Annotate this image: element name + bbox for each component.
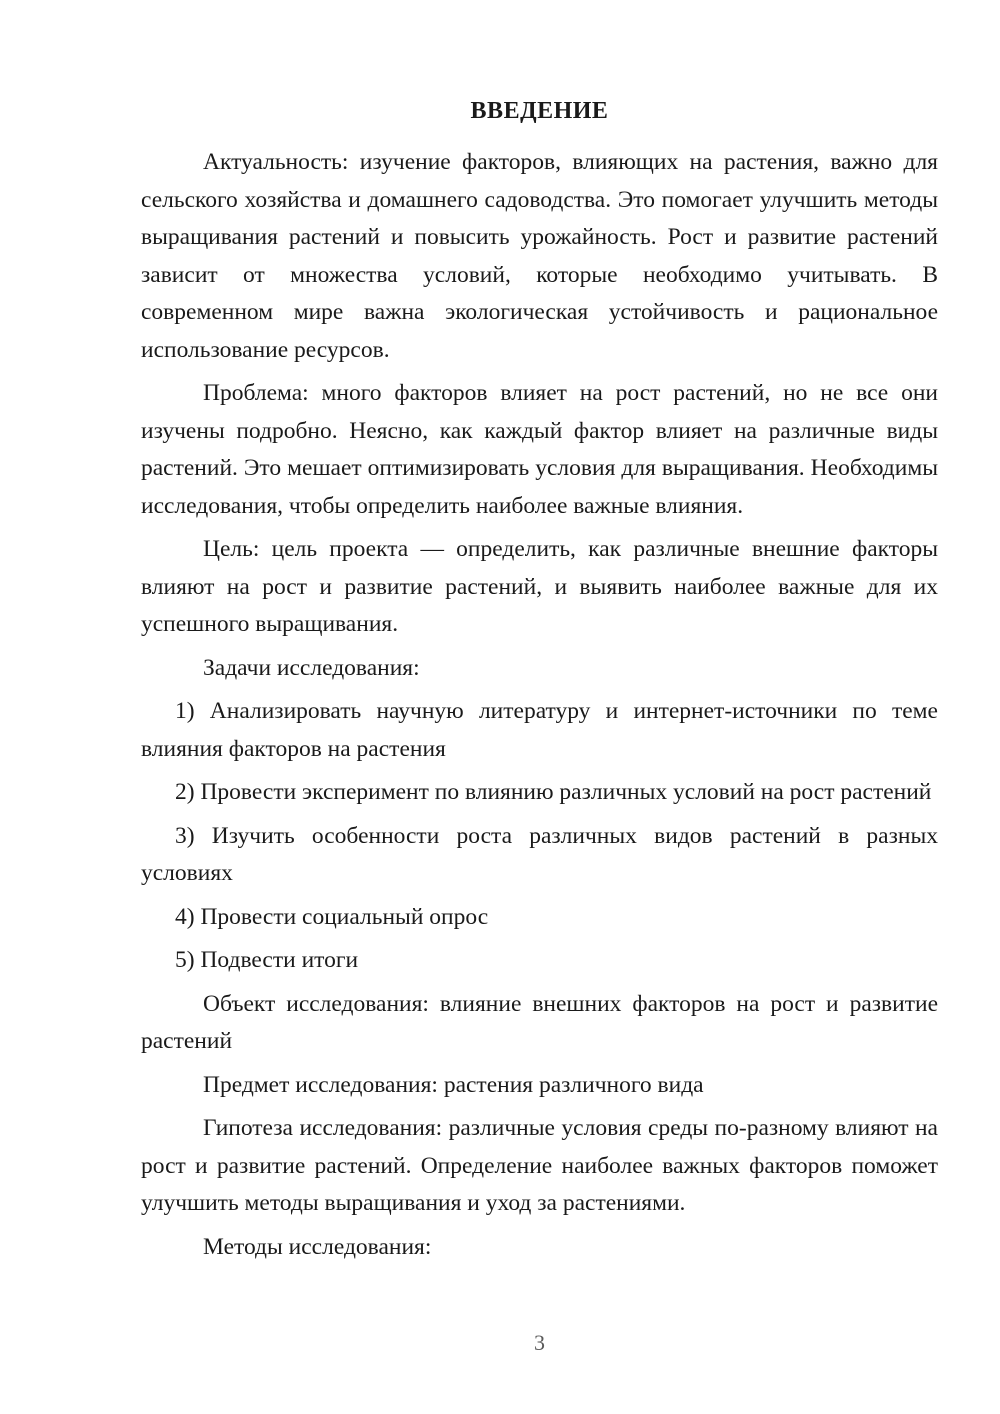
document-content: [141, 96, 938, 1272]
section-title: ВВЕДЕНИЕ: [470, 98, 609, 124]
paragraph-relevance: Актуальность: изучение факторов, влияющих на растения, важно для сельского хозяйства и домашнего садоводства. Это помогает улучшить методы выращивания растений и повысить урожайность. Рост и развитие растений зависит от множества условий, которые необходимо учитывать. В современном мире важна экологическая устойчивость и рациональное использование ресурсов.: [141, 149, 938, 363]
task-item-1: 1) Анализировать научную литературу и интернет-источники по теме влияния факторов на растения: [141, 698, 938, 762]
paragraph-tasks-heading: Задачи исследования:: [203, 654, 420, 681]
paragraph-methods-heading: Методы исследования:: [203, 1233, 432, 1260]
paragraph-subject: Предмет исследования: растения различного вида: [203, 1071, 704, 1098]
paragraph-goal: Цель: цель проекта — определить, как различные внешние факторы влияют на рост и развитие растений, и выявить наиболее важные для их успешного выращивания.: [141, 536, 938, 637]
task-item-3: 3) Изучить особенности роста различных видов растений в разных условиях: [141, 822, 938, 886]
paragraph-object: Объект исследования: влияние внешних факторов на рост и развитие растений: [141, 990, 938, 1054]
task-item-4: 4) Провести социальный опрос: [175, 903, 489, 930]
task-item-2: 2) Провести эксперимент по влиянию различных условий на рост растений: [175, 779, 932, 805]
task-item-5: 5) Подвести итоги: [175, 947, 359, 973]
page-number: 3: [534, 1330, 545, 1355]
paragraph-hypothesis: Гипотеза исследования: различные условия среды по-разному влияют на рост и развитие растений. Определение наиболее важных факторов поможет улучшить методы выращивания и уход за растениями.: [141, 1115, 938, 1216]
paragraph-problem: Проблема: много факторов влияет на рост растений, но не все они изучены подробно. Неясно, как каждый фактор влияет на различные виды растений. Это мешает оптимизировать условия для выращивания. Необходимы исследования, чтобы определить наиболее важные влияния.: [141, 380, 938, 519]
